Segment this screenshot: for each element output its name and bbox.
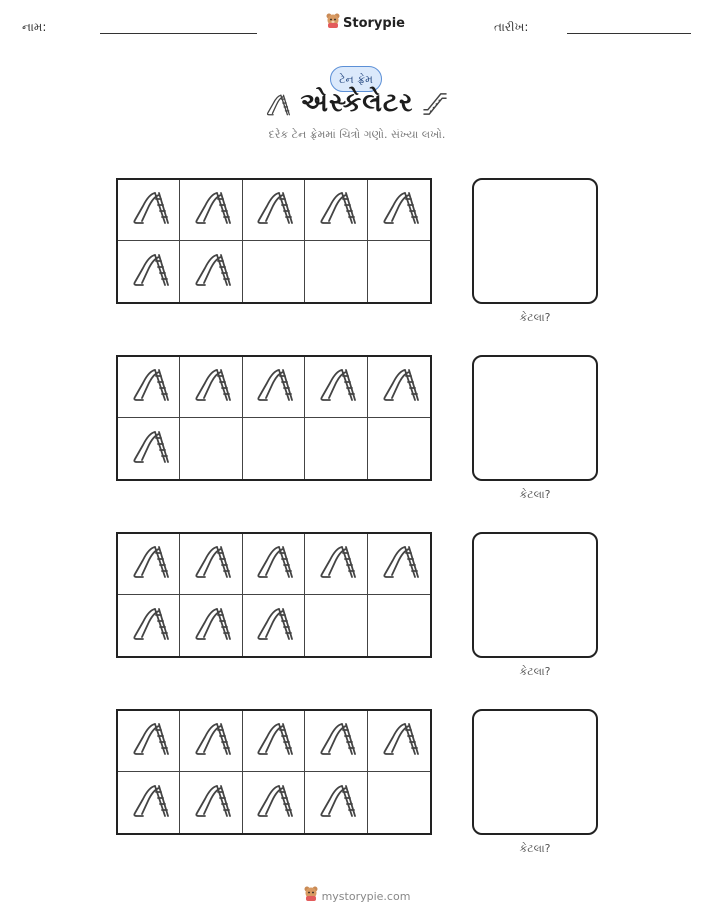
ten-frame-cell	[180, 241, 242, 302]
ten-frame	[116, 532, 432, 658]
escalator-icon	[420, 91, 450, 121]
ten-frame	[116, 355, 432, 481]
ten-frame-cell	[180, 418, 242, 479]
footer-url: mystorypie.com	[321, 889, 411, 903]
name-line[interactable]	[100, 33, 257, 34]
ten-frame-cell	[368, 357, 430, 418]
slide-icon	[253, 781, 293, 825]
slide-icon	[379, 719, 419, 763]
ten-frame-cell	[368, 418, 430, 479]
ten-frame-cell	[118, 418, 180, 479]
slide-icon	[191, 719, 231, 763]
ten-frame-cell	[180, 180, 242, 241]
ten-frame-cell	[305, 357, 367, 418]
slide-icon	[253, 188, 293, 232]
brand-name: Storypie	[343, 15, 405, 31]
ten-frame-cell	[243, 772, 305, 833]
slide-icon	[191, 365, 231, 409]
slide-icon	[129, 188, 169, 232]
ten-frame-cell	[243, 180, 305, 241]
worksheet-title: એસ્કેલેટર	[300, 88, 414, 118]
slide-icon	[379, 365, 419, 409]
brand-logo	[326, 13, 405, 33]
slide-icon	[129, 604, 169, 648]
slide-icon	[379, 188, 419, 232]
ten-frame-cell	[305, 711, 367, 772]
ten-frame-cell	[368, 534, 430, 595]
date-line[interactable]	[567, 33, 691, 34]
answer-box[interactable]	[472, 178, 598, 304]
ten-frame-cell	[243, 711, 305, 772]
how-many-label: કેટલા?	[519, 842, 551, 855]
ten-frame	[116, 709, 432, 835]
footer	[0, 886, 714, 906]
ten-frame-cell	[305, 418, 367, 479]
ten-frame-cell	[118, 241, 180, 302]
ten-frame-cell	[180, 595, 242, 656]
slide-icon	[316, 542, 356, 586]
slide-icon	[316, 188, 356, 232]
bear-mascot-icon	[326, 13, 340, 33]
ten-frame-cell	[243, 534, 305, 595]
ten-frame-cell	[243, 357, 305, 418]
slide-icon	[379, 542, 419, 586]
slide-icon	[129, 427, 169, 471]
slide-icon	[191, 781, 231, 825]
ten-frame-cell	[180, 772, 242, 833]
ten-frame-cell	[180, 534, 242, 595]
ten-frame-cell	[118, 772, 180, 833]
ten-frame-cell	[243, 418, 305, 479]
slide-icon	[191, 542, 231, 586]
ten-frame-cell	[368, 241, 430, 302]
slide-icon	[253, 542, 293, 586]
ten-frame-cell	[180, 357, 242, 418]
slide-icon	[191, 604, 231, 648]
slide-icon	[129, 542, 169, 586]
date-label: તારીખ:	[494, 20, 529, 34]
ten-frame-cell	[368, 711, 430, 772]
ten-frame-badge: ટેન ફ્રેમ	[330, 66, 382, 92]
how-many-label: કેટલા?	[519, 311, 551, 324]
how-many-label: કેટલા?	[519, 488, 551, 501]
instructions: દરેક ટેન ફ્રેમમાં ચિત્રો ગણો. સંખ્યા લખો.	[268, 128, 446, 141]
ten-frame-cell	[118, 534, 180, 595]
ten-frame-cell	[243, 241, 305, 302]
ten-frame-cell	[305, 595, 367, 656]
ten-frame-cell	[305, 772, 367, 833]
ten-frame-cell	[305, 534, 367, 595]
ten-frame-cell	[118, 180, 180, 241]
ten-frame-cell	[368, 595, 430, 656]
ten-frame-cell	[368, 772, 430, 833]
how-many-label: કેટલા?	[519, 665, 551, 678]
ten-frame	[116, 178, 432, 304]
slide-icon	[129, 719, 169, 763]
ten-frame-cell	[243, 595, 305, 656]
slide-icon	[253, 365, 293, 409]
slide-icon	[316, 365, 356, 409]
slide-icon	[129, 250, 169, 294]
ten-frame-cell	[118, 357, 180, 418]
slide-icon	[191, 250, 231, 294]
answer-box[interactable]	[472, 532, 598, 658]
ten-frame-cell	[180, 711, 242, 772]
slide-icon	[191, 188, 231, 232]
ten-frame-cell	[118, 595, 180, 656]
bear-mascot-icon	[304, 886, 318, 906]
ten-frame-cell	[305, 180, 367, 241]
slide-icon	[253, 719, 293, 763]
ten-frame-cell	[118, 711, 180, 772]
slide-icon	[129, 365, 169, 409]
name-label: નામ:	[22, 20, 47, 34]
ten-frame-cell	[368, 180, 430, 241]
slide-icon	[316, 719, 356, 763]
ten-frame-cell	[305, 241, 367, 302]
answer-box[interactable]	[472, 709, 598, 835]
slide-icon	[129, 781, 169, 825]
answer-box[interactable]	[472, 355, 598, 481]
slide-icon	[253, 604, 293, 648]
slide-icon	[316, 781, 356, 825]
